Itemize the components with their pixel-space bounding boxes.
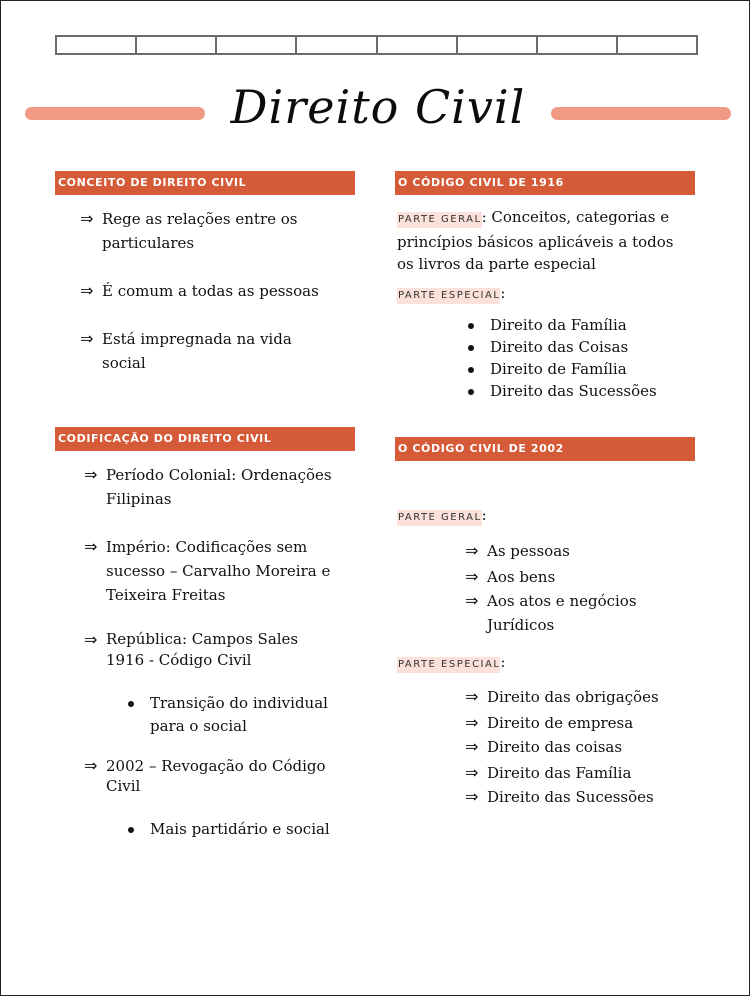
rightwards-double-arrow-icon: ⇒	[80, 209, 94, 228]
parte-especial-tag: PARTE ESPECIAL	[397, 288, 500, 304]
section-header-conceito: CONCEITO DE DIREITO CIVIL	[55, 171, 355, 195]
page-title: Direito Civil	[230, 80, 526, 134]
list-item: ⇒ Aos atos e negócios Jurídicos	[465, 591, 637, 634]
list-item: Transição do individual para o social	[127, 692, 352, 738]
list-item: ⇒ República: Campos Sales 1916 - Código Civil	[84, 630, 299, 669]
rightwards-double-arrow-icon: ⇒	[465, 763, 479, 782]
rightwards-double-arrow-icon: ⇒	[465, 541, 479, 560]
especial-list-1916	[467, 314, 697, 402]
header-grid-cell	[297, 37, 377, 53]
title-decor-bar-left	[25, 107, 205, 120]
list-item: ⇒ Está impregnada na vida social	[80, 329, 292, 372]
list-item: Mais partidário e social	[127, 818, 357, 840]
rightwards-double-arrow-icon: ⇒	[465, 567, 479, 586]
section-header-codificacao: CODIFICAÇÃO DO DIREITO CIVIL	[55, 427, 355, 451]
header-grid-cell	[618, 37, 696, 53]
header-grid-cell	[458, 37, 538, 53]
header-grid-cell	[378, 37, 458, 53]
parte-geral-1916	[397, 206, 687, 275]
rightwards-double-arrow-icon: ⇒	[465, 713, 479, 732]
list-item: ⇒ Direito das obrigações	[465, 685, 715, 709]
list-item: Direito da Família	[467, 314, 697, 336]
list-item: ⇒ Direito das Sucessões	[465, 785, 715, 809]
rightwards-double-arrow-icon: ⇒	[80, 281, 94, 300]
list-item: ⇒ Período Colonial: Ordenações Filipinas	[84, 465, 332, 508]
list-item: ⇒ Aos bens	[465, 565, 665, 589]
header-grid-cell	[57, 37, 137, 53]
sub-list-republica	[127, 692, 352, 738]
rightwards-double-arrow-icon: ⇒	[80, 329, 94, 348]
list-item: ⇒ Império: Codificações sem sucesso – Carvalho Moreira e Teixeira Freitas	[84, 537, 331, 604]
header-grid-cell	[538, 37, 618, 53]
parte-geral-tag: PARTE GERAL	[397, 510, 482, 526]
list-item: ⇒ Rege as relações entre os particulares	[80, 209, 298, 252]
list-item: ⇒ É comum a todas as pessoas	[80, 279, 350, 303]
rightwards-double-arrow-icon: ⇒	[84, 537, 98, 556]
rightwards-double-arrow-icon: ⇒	[84, 630, 98, 649]
header-grid	[55, 35, 698, 55]
rightwards-double-arrow-icon: ⇒	[465, 737, 479, 756]
list-item: ⇒ Direito de empresa	[465, 711, 715, 735]
parte-especial-1916: PARTE ESPECIAL:	[398, 284, 506, 302]
parte-geral-description: : Conceitos, categorias e princípios básicos aplicáveis a todos os livros da parte especial	[397, 208, 674, 273]
sub-list-2002	[127, 818, 357, 840]
list-item: ⇒ Direito das coisas	[465, 735, 715, 759]
rightwards-double-arrow-icon: ⇒	[84, 756, 98, 775]
header-grid-cell	[217, 37, 297, 53]
list-item: Direito das Sucessões	[467, 380, 697, 402]
header-grid-cell	[137, 37, 217, 53]
list-item: ⇒ As pessoas	[465, 539, 665, 563]
section-header-cc-1916: O CÓDIGO CIVIL DE 1916	[395, 171, 695, 195]
list-item: ⇒ Direito das Família	[465, 761, 715, 785]
list-item: Direito das Coisas	[467, 336, 697, 358]
rightwards-double-arrow-icon: ⇒	[465, 787, 479, 806]
rightwards-double-arrow-icon: ⇒	[465, 591, 479, 610]
parte-geral-tag: PARTE GERAL	[397, 212, 482, 228]
rightwards-double-arrow-icon: ⇒	[465, 687, 479, 706]
section-header-cc-2002: O CÓDIGO CIVIL DE 2002	[395, 437, 695, 461]
title-decor-bar-right	[551, 107, 731, 120]
parte-especial-tag: PARTE ESPECIAL	[397, 657, 500, 673]
parte-geral-2002: PARTE GERAL:	[398, 506, 487, 524]
list-item: ⇒ 2002 – Revogação do Código Civil	[84, 756, 326, 795]
list-item: Direito de Família	[467, 358, 697, 380]
parte-especial-2002: PARTE ESPECIAL:	[398, 653, 506, 671]
rightwards-double-arrow-icon: ⇒	[84, 465, 98, 484]
